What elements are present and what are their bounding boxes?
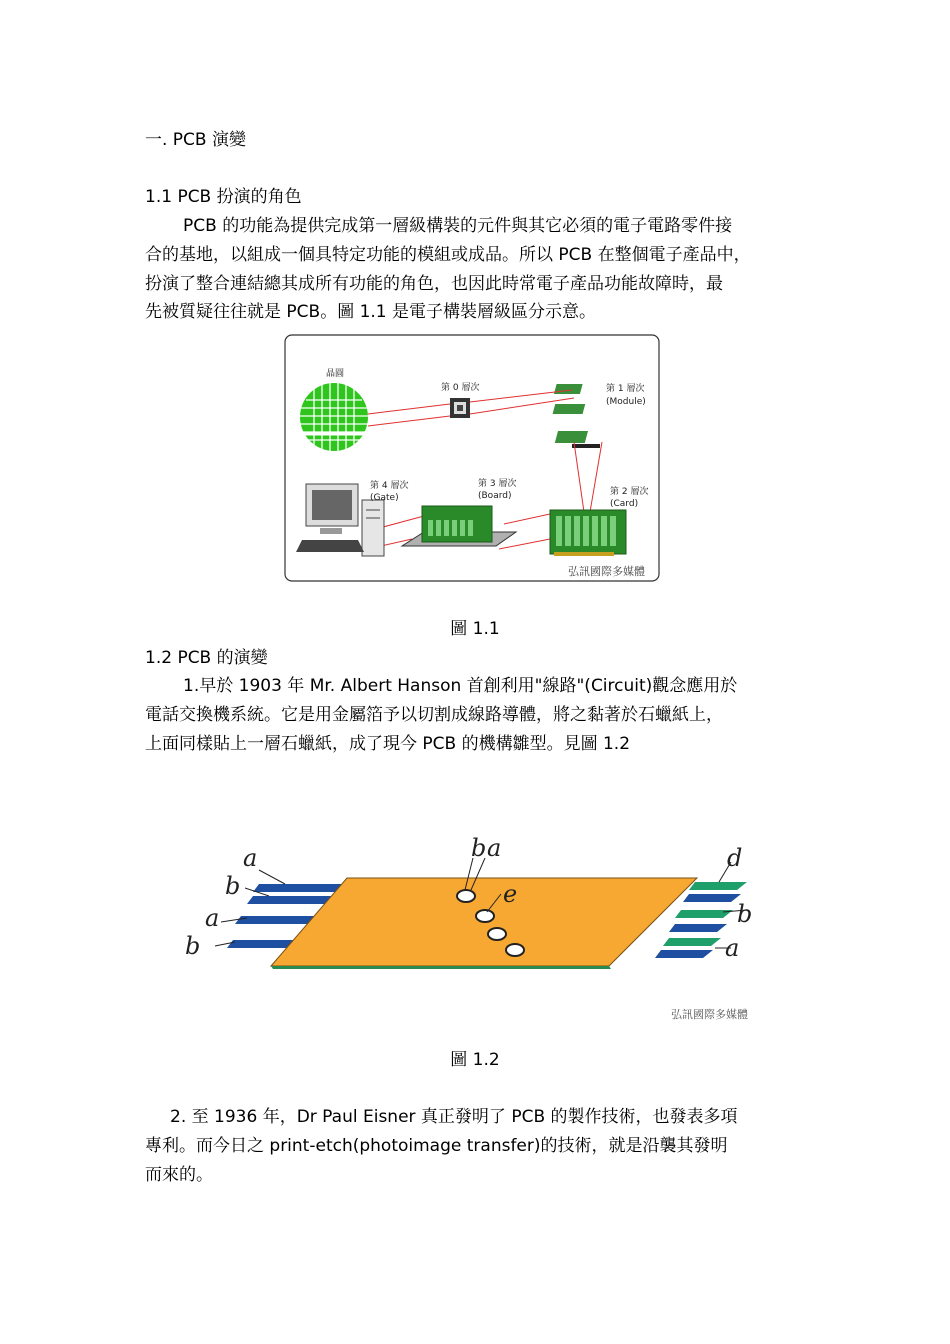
level-1-en-label: (Module) xyxy=(606,397,646,407)
letter-a: a xyxy=(725,934,740,962)
letter-b: b xyxy=(225,872,241,900)
letter-b: b xyxy=(737,900,753,928)
section-title: 一. PCB 演變 xyxy=(145,130,246,150)
figure-1-1-caption: 圖 1.1 xyxy=(450,619,500,639)
card-icon xyxy=(550,510,626,556)
level-3-en-label: (Board) xyxy=(478,491,512,501)
paragraph-line: 1.早於 1903 年 Mr. Albert Hanson 首創利用"線路"(Circuit)觀念應用於 xyxy=(183,676,738,696)
level-1-label: 第 1 層次 xyxy=(606,384,645,394)
letter-a: a xyxy=(243,844,258,872)
letter-a: a xyxy=(487,834,502,862)
watermark: 弘訊國際多媒體 xyxy=(671,1008,748,1021)
chip-icon xyxy=(450,398,470,418)
letter-d: d xyxy=(727,844,743,872)
letter-b: b xyxy=(185,932,201,960)
wafer-label: 晶圓 xyxy=(326,369,345,379)
level-4-label: 第 4 層次 xyxy=(370,481,409,491)
paragraph-line: 上面同樣貼上一層石蠟紙，成了現今 PCB 的機構雛型。見圖 1.2 xyxy=(145,734,631,754)
paragraph-line: 合的基地，以組成一個具特定功能的模組或成品。所以 PCB 在整個電子產品中， xyxy=(145,245,751,265)
letter-a: a xyxy=(205,904,220,932)
paragraph-line: 先被質疑往往就是 PCB。圖 1.1 是電子構裝層級區分示意。 xyxy=(145,302,597,322)
section-1-1-heading: 1.1 PCB 扮演的角色 xyxy=(145,187,302,207)
bottom-sheet xyxy=(271,966,611,969)
level-2-en-label: (Card) xyxy=(610,499,639,509)
letter-b: b xyxy=(471,834,487,862)
paragraph-line: 2. 至 1936 年，Dr Paul Eisner 真正發明了 PCB 的製作技術，也發表多項 xyxy=(170,1107,738,1127)
figure-1-2-caption: 圖 1.2 xyxy=(450,1050,500,1070)
section-1-2-heading: 1.2 PCB 的演變 xyxy=(145,648,268,668)
wafer-icon xyxy=(300,383,368,451)
paragraph-line: 電話交換機系統。它是用金屬箔予以切割成線路導體，將之黏著於石蠟紙上， xyxy=(145,705,723,725)
paragraph-line: PCB 的功能為提供完成第一層級構裝的元件與其它必須的電子電路零件接 xyxy=(183,216,733,236)
level-0-label: 第 0 層次 xyxy=(441,383,480,393)
paragraph-line: 扮演了整合連結總其成所有功能的角色，也因此時常電子產品功能故障時，最 xyxy=(145,274,723,294)
figure-1-1 xyxy=(284,334,661,584)
watermark: 弘訊國際多媒體 xyxy=(568,565,645,578)
letter-e: e xyxy=(503,880,518,908)
level-4-en-label: (Gate) xyxy=(370,493,399,503)
paragraph-line: 專利。而今日之 print-etch(photoimage transfer)的技術，就是沿襲其發明 xyxy=(145,1136,728,1156)
level-2-label: 第 2 層次 xyxy=(610,487,649,497)
level-3-label: 第 3 層次 xyxy=(478,479,517,489)
paragraph-line: 而來的。 xyxy=(145,1165,213,1185)
figure-1-2 xyxy=(175,830,775,1030)
